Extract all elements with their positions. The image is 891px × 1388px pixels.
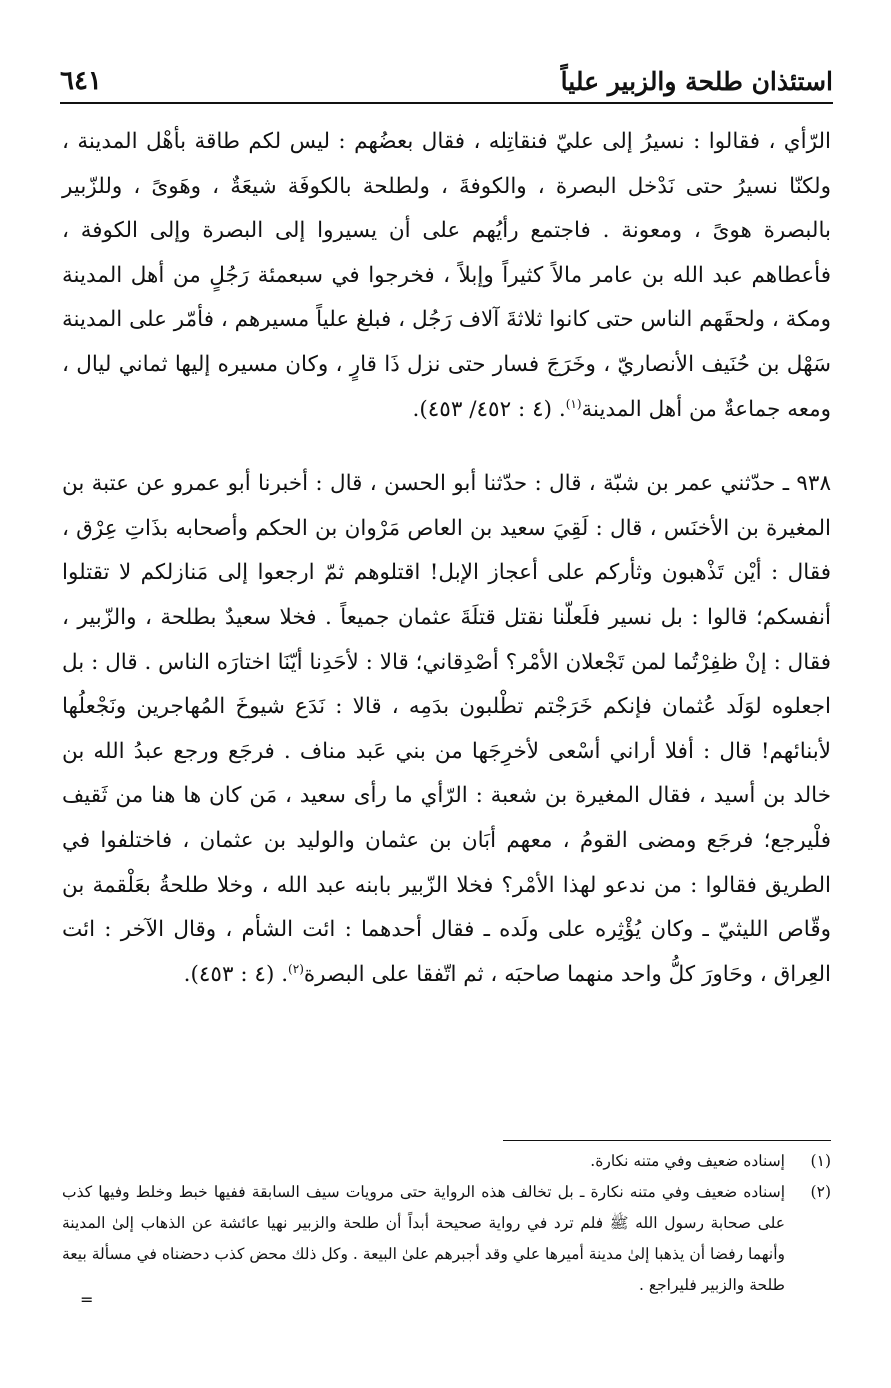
page-number: ٦٤١ bbox=[60, 66, 102, 96]
footnote-ref-1: (١) bbox=[565, 396, 582, 411]
footnote-1 bbox=[62, 1146, 831, 1177]
paragraph-2-text: ٩٣٨ ـ حدّثني عمر بن شبّة ، قال : حدّثنا أبو الحسن ، قال : أخبرنا أبو عمرو عن عتبة بن المغيرة بن الأخنَس ، قال : لَقِيَ سعيد بن العاص مَرْوان بن الحكم وأصحابه بذَاتِ عِرْق ، فقال : أيْن تَذْهبون وثأركم على أعجاز الإبل! اقتلوهم ثمّ ارجعوا إلى مَنازلكم لا تقتلوا أنفسكم؛ قالوا : بل نسير فلَعلّنا نقتل قتلَةَ عثمان جميعاً . فخلا سعيدٌ بطلحة ، والزّبير ، فقال : إنْ ظفِرْتُما لمن تَجْعلان الأمْر؟ أصْدِقاني؛ قالا : لأحَدِنا أيّنَا اختارَه الناس . قال : بل اجعلوه لوَلَد عُثمان فإنكم خَرَجْتم تطْلبون بدَمِه ، قالا : نَدَع شيوخَ المُهاجرين ونَجْعلُها لأبنائهم! قال : أفلا أراني أسْعى لأخرِجَها من بني عَبد مناف . فرجَع ورجع عبدُ الله بن خالد بن أسيد ، فقال المغيرة بن شعبة : الرّأي ما رأى سعيد ، مَن كان ها هنا من ثَقيف فلْيرجع؛ فرجَع ومضى القومُ ، معهم أبَان بن عثمان والوليد بن عثمان ، فاختلفوا في الطريق فقالوا : من ندعو لهذا الأمْر؟ فخلا الزّبير بابنه عبد الله ، وخلا طلحةُ بعَلْقمة بن وقّاص الليثيّ ـ وكان يُؤْثِره على ولَده ـ فقال أحدهما : ائت الشأم ، وقال الآخر : ائت العِراق ، وحَاورَ كلُّ واحد منهما صاحبَه ، ثم اتّفقا على البصرة bbox=[62, 471, 831, 987]
footnote-text: إسناده ضعيف وفي متنه نكارة. bbox=[590, 1152, 785, 1170]
footnote-number: (٢) bbox=[810, 1183, 831, 1201]
citation-1: . (٤ : ٤٥٢/ ٤٥٣). bbox=[412, 396, 566, 422]
footnotes bbox=[62, 1146, 831, 1301]
footnote-ref-2: (٢) bbox=[288, 961, 304, 976]
footnote-2 bbox=[62, 1177, 831, 1301]
paragraph-2 bbox=[62, 462, 831, 997]
footnote-separator bbox=[503, 1140, 831, 1141]
footnote-number: (١) bbox=[810, 1152, 831, 1170]
continuation-mark: = bbox=[80, 1290, 94, 1309]
citation-2: . (٤ : ٤٥٣). bbox=[183, 961, 289, 987]
running-title: استئذان طلحة والزبير علياً bbox=[560, 67, 833, 96]
paragraph-1 bbox=[62, 120, 831, 432]
main-text bbox=[62, 120, 831, 997]
page-header bbox=[60, 54, 833, 104]
paragraph-1-text: الرّأي ، فقالوا : نسيرُ إلى عليّ فنقاتِله ، فقال بعضُهم : ليس لكم طاقة بأهْل المدينة ، ولكنّا نسيرُ حتى نَدْخل البصرة ، والكوفةَ ، ولطلحة بالكوفَة شيعَةٌ ، وهَوىً ، وللزّبير بالبصرة هوىً ، ومعونة . فاجتمع رأيُهم على أن يسيروا إلى البصرة وإلى الكوفة ، فأعطاهم عبد الله بن عامر مالاً كثيراً وإبلاً ، فخرجوا في سبعمئة رَجُلٍ من أهل المدينة ومكة ، ولحقَهم الناس حتى كانوا ثلاثةَ آلاف رَجُل ، فبلغ علياً مسيرهم ، فأمّر على المدينة سَهْل بن حُنَيف الأنصاريّ ، وخَرَجَ فسار حتى نزل ذَا قارٍ ، وكان مسيره إليها ثماني ليال ، ومعه جماعةٌ من أهل المدينة bbox=[62, 129, 831, 422]
footnote-text: إسناده ضعيف وفي متنه نكارة ـ بل تخالف هذه الرواية حتى مرويات سيف السابقة ففيها خبط وخلط وفيها كذب على صحابة رسول الله ﷺ فلم ترد في رواية صحيحة أبداً أن طلحة والزبير نهيا عائشة عن الذهاب إلىٰ المدينة وأنهما رفضا أن يذهبا إلىٰ مدينة أميرها علي وقد أجبرهم علىٰ البيعة . وكل ذلك محض كذب دحضناه في مسألة بيعة طلحة والزبير فليراجع . bbox=[62, 1183, 785, 1294]
